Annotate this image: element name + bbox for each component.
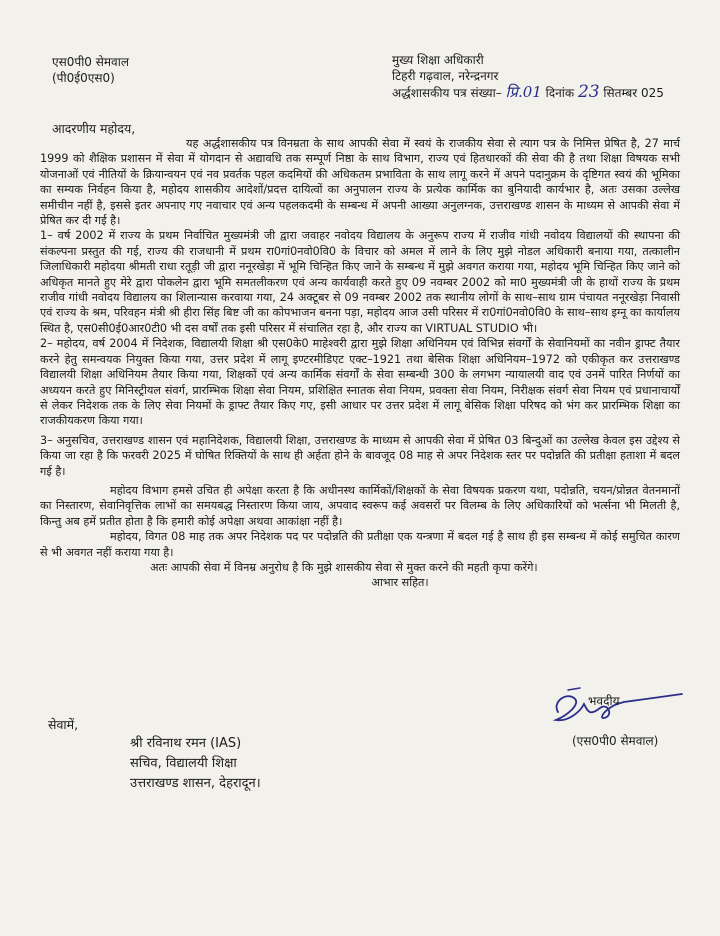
paragraph-intro: यह अर्द्धशासकीय पत्र विनम्रता के साथ आपकी सेवा में स्वयं के राजकीय सेवा से त्याग पत्र के निमित्त प्रेषित है, 27 मार्च 1999 को शैक्षिक प्रशासन में सेवा में योगदान से अद्यावधि तक सम्पूर्ण निष्ठा के साथ विभाग, राज्य एवं हितधारकों की सेवा की है तथा शिक्षा विषयक सभी योजनाओं एवं नीतियों के क्रियान्वयन एवं नव प्रवर्तक पहल कदमियों की अधिकतम प्रभाविता के साथ लागू करने में अपने पदानुक्रम के दृष्टिगत स्वयं की भूमिका का सम्यक निर्वहन किया है, महोदय शासकीय आदेशों/प्रदत्त दायित्वों का अनुपालन राज्य के प्रत्येक कार्मिक का बुनियादी कार्यभार है, अतः उसका उल्लेख समीचीन नहीं है, इससे इतर अपनाए गए नवाचार एवं अन्य पहलकदमी के सम्बन्ध में अपनी आख्या अनुलग्नक, उत्तराखण्ड शासन के माध्यम से आपकी सेवा में प्रेषित कर दी गई है। bbox=[40, 137, 680, 228]
office-location: टिहरी गढ़वाल, नरेन्द्रनगर bbox=[392, 69, 499, 83]
paragraph-point-2: 2– महोदय, वर्ष 2004 में निदेशक, विद्यालयी शिक्षा श्री एस0के0 माहेश्वरी द्वारा मुझे शिक्षा अधिनियम एवं विभिन्न संवर्गों के सेवानियमों का नवीन ड्राफ्ट तैयार करने हेतु समन्वयक नियुक्त किया गया, उत्तर प्रदेश में लागू इण्टरमीडिएट एक्ट–1921 तथा बेसिक शिक्षा अधिनियम–1972 को एकीकृत कर उत्तराखण्ड विद्यालयी शिक्षा अधिनियम तैयार किया गया, शिक्षकों एवं अन्य कार्मिक संवर्गों के सेवा सम्बन्धी 300 के लगभग न्यायालयी वाद एवं उनमें पारित निर्णयों का अध्ययन करते हुए मिनिस्ट्रीयल संवर्ग, प्रारम्भिक शिक्षा सेवा नियम, प्रशिक्षित स्नातक सेवा नियम, प्रवक्ता सेवा नियम, निरीक्षक संवर्ग सेवा नियम एवं प्रधानाचार्यों से लेकर निदेशक तक के लिए सेवा नियमों के ड्राफ्ट तैयार किए गए, इसी आधार पर उत्तर प्रदेश में लागू बेसिक शिक्षा परिषद को भंग कर प्रारम्भिक शिक्षा का राजकीयकरण किया गया। bbox=[40, 337, 680, 428]
sender-name: एस0पी0 सेमवाल bbox=[52, 55, 129, 69]
addressee-label: सेवामें, bbox=[48, 717, 79, 732]
sender-block bbox=[52, 54, 129, 86]
addressee-office: उत्तराखण्ड शासन, देहरादून। bbox=[130, 776, 261, 791]
paragraph-expectation: महोदय विभाग हमसे उचित ही अपेक्षा करता है कि अधीनस्थ कार्मिकों/शिक्षकों के सेवा विषयक प्रकरण यथा, पदोन्नति, चयन/प्रोन्नत वेतनमानों का निस्तारण, सेवानिवृत्तिक लाभों का समयबद्ध निस्तारण किया जाय, अपवाद स्वरूप कई अवसरों पर विलम्ब के लिए अधिकारियों को भर्त्सना भी मिलती है, किन्तु अब हमें प्रतीत होता है कि हमारी कोई अपेक्षा अथवा आकांक्षा नहीं है। bbox=[40, 483, 680, 528]
paragraph-request: अतः आपकी सेवा में विनम्र अनुरोध है कि मुझे शासकीय सेवा से मुक्त करने की महती कृपा करेंगे। bbox=[150, 560, 538, 574]
letter-body bbox=[40, 136, 680, 591]
thanks-line: आभार सहित। bbox=[371, 576, 429, 590]
paragraph-point-3: 3– अनुसचिव, उत्तराखण्ड शासन एवं महानिदेशक, विद्यालयी शिक्षा, उत्तराखण्ड के माध्यम से आपकी सेवा में प्रेषित 03 बिन्दुओं का उल्लेख केवल इस उद्देश्य से किया जा रहा है कि फरवरी 2025 में घोषित रिक्तियों के साथ ही अर्हता होने के बावजूद 08 माह से अपर निदेशक स्तर पर पदोन्नति की प्रतीक्षा हताशा में बदल गई है। bbox=[40, 433, 680, 478]
signatory-name: (एस0पी0 सेमवाल) bbox=[572, 734, 659, 748]
office-header bbox=[392, 52, 664, 101]
sender-designation: (पी0ई0एस0) bbox=[52, 71, 115, 85]
paragraph-waiting: महोदय, विगत 08 माह तक अपर निदेशक पद पर पदोन्नति की प्रतीक्षा एक यन्त्रणा में बदल गई है साथ ही इस सम्बन्ध में कोई समुचित कारण से भी अवगत नहीं कराया गया है। bbox=[40, 530, 680, 559]
office-title: मुख्य शिक्षा अधिकारी bbox=[392, 53, 484, 67]
addressee-name: श्री रविनाथ रमन (IAS) bbox=[130, 736, 242, 751]
date-suffix: सितम्बर 025 bbox=[603, 86, 664, 100]
ref-label: अर्द्धशासकीय पत्र संख्या– bbox=[392, 86, 502, 100]
addressee-designation: सचिव, विद्यालयी शिक्षा bbox=[130, 756, 237, 771]
date-label: दिनांक bbox=[545, 86, 575, 100]
paragraph-point-1: 1– वर्ष 2002 में राज्य के प्रथम निर्वाचित मुख्यमंत्री जी द्वारा जवाहर नवोदय विद्यालय के अनुरूप राज्य में राजीव गांधी नवोदय विद्यालयों की स्थापना की संकल्पना प्रस्तुत की गई, राज्य की राजधानी में प्रथम रा0गां0नवो0वि0 के विचार को अमल में लाने के लिए मुझे नोडल अधिकारी बनाया गया, तत्कालीन जिलाधिकारी महोदया श्रीमती राधा रतूड़ी जी द्वारा ननूरखेड़ा में भूमि चिन्हित किए जाने के सम्बन्ध में मुझे अवगत कराया गया, महोदय भूमि चिन्हित किए जाने को अधिकृत मानते हुए मेरे द्वारा पोकलेन द्वारा भूमि समतलीकरण एवं अन्य कार्यवाही करते हुए 09 नवम्बर 2002 को मा0 मुख्यमंत्री जी के हाथों राज्य के प्रथम राजीव गांधी नवोदय विद्यालय का शिलान्यास करवाया गया, 24 अक्टूबर से 09 नवम्बर 2002 तक स्थानीय लोगों के साथ–साथ ग्राम पंचायत ननूरखेड़ा निवासी एवं राज्य के श्रम, परिवहन मंत्री श्री हीरा सिंह बिष्ट जी का कोपभाजन बनना पड़ा, महोदय आज उसी परिसर में रा0गां0नवो0वि0 के साथ–साथ इग्नू का कार्यालय स्थित है, एस0सी0ई0आर0टी0 भी दस वर्षों तक इसी परिसर में संचालित रहा है, और राज्य का VIRTUAL STUDIO भी। bbox=[40, 229, 680, 335]
ref-number-handwritten: प्रि.01 bbox=[505, 83, 542, 101]
salutation: आदरणीय महोदय, bbox=[52, 121, 136, 136]
addressee-block bbox=[130, 734, 261, 794]
reference-line bbox=[392, 84, 664, 101]
signoff: भवदीय bbox=[588, 694, 620, 708]
date-handwritten: 23 bbox=[577, 82, 600, 102]
